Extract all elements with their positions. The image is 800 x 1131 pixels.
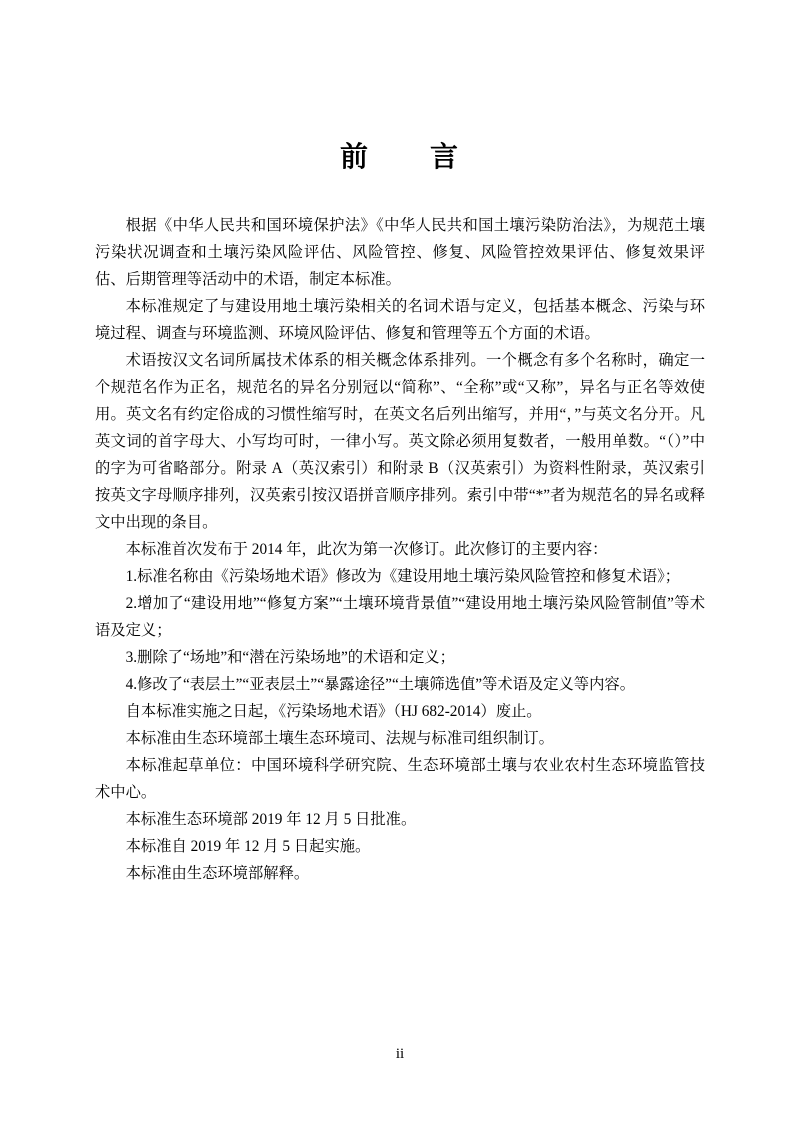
para-interpretation: 本标准由生态环境部解释。: [125, 865, 310, 882]
revision-item-1: 1.标准名称由《污染场地术语》修改为《建设用地土壤污染风险管控和修复术语》；: [125, 568, 681, 585]
para-organizer: 本标准由生态环境部土壤生态环境司、法规与标准司组织制订。: [125, 730, 554, 747]
para-scope: 本标准规定了与建设用地土壤污染相关的名词术语与定义，包括基本概念、污染与环境过程、调查与环境监测、环境风险评估、修复和管理等五个方面的术语。: [95, 298, 705, 342]
para-term-arrangement: 术语按汉文名词所属技术体系的相关概念体系排列。一个概念有多个名称时，确定一个规范名作为正名，规范名的异名分别冠以“简称”、“全称”或“又称”，异名与正名等效使用。英文名有约定俗成的习惯性缩写时，在英文名后列出缩写，并用“，”与英文名分开。凡英文词的首字母大、小写均可时，一律小写。英文除必须用复数者，一般用单数。“（）”中的字为可省略部分。附录 A（英汉索引）和附录 B（汉英索引）为资料性附录，英汉索引按英文字母顺序排列，汉英索引按汉语拼音顺序排列。索引中带“*”者为规范名的异名或释文中出现的条目。: [95, 352, 705, 531]
revision-item-4: 4.修改了“表层土”“亚表层土”“暴露途径”“土壤筛选值”等术语及定义等内容。: [125, 676, 635, 693]
page-number: ii: [395, 1046, 405, 1062]
para-supersede: 自本标准实施之日起，《污染场地术语》（HJ 682-2014）废止。: [125, 703, 542, 720]
foreword-body: [0, 212, 800, 887]
para-implementation-date: 本标准自 2019 年 12 月 5 日起实施。: [125, 838, 371, 855]
page-title: 前 言: [339, 141, 460, 172]
revision-item-3: 3.删除了“场地”和“潜在污染场地”的术语和定义；: [125, 649, 455, 666]
para-approval-date: 本标准生态环境部 2019 年 12 月 5 日批准。: [125, 811, 417, 828]
para-drafting-units: 本标准起草单位：中国环境科学研究院、生态环境部土壤与农业农村生态环境监管技术中心。: [95, 757, 705, 801]
revision-item-2: 2.增加了“建设用地”“修复方案”“土壤环境背景值”“建设用地土壤污染风险管制值”等术语及定义；: [95, 595, 705, 639]
para-revision-intro: 本标准首次发布于 2014 年，此次为第一次修订。此次修订的主要内容：: [125, 541, 608, 558]
para-legal-basis: 根据《中华人民共和国环境保护法》《中华人民共和国土壤污染防治法》，为规范土壤污染状况调查和土壤污染风险评估、风险管控、修复、风险管控效果评估、修复效果评估、后期管理等活动中的术语，制定本标准。: [95, 217, 705, 288]
